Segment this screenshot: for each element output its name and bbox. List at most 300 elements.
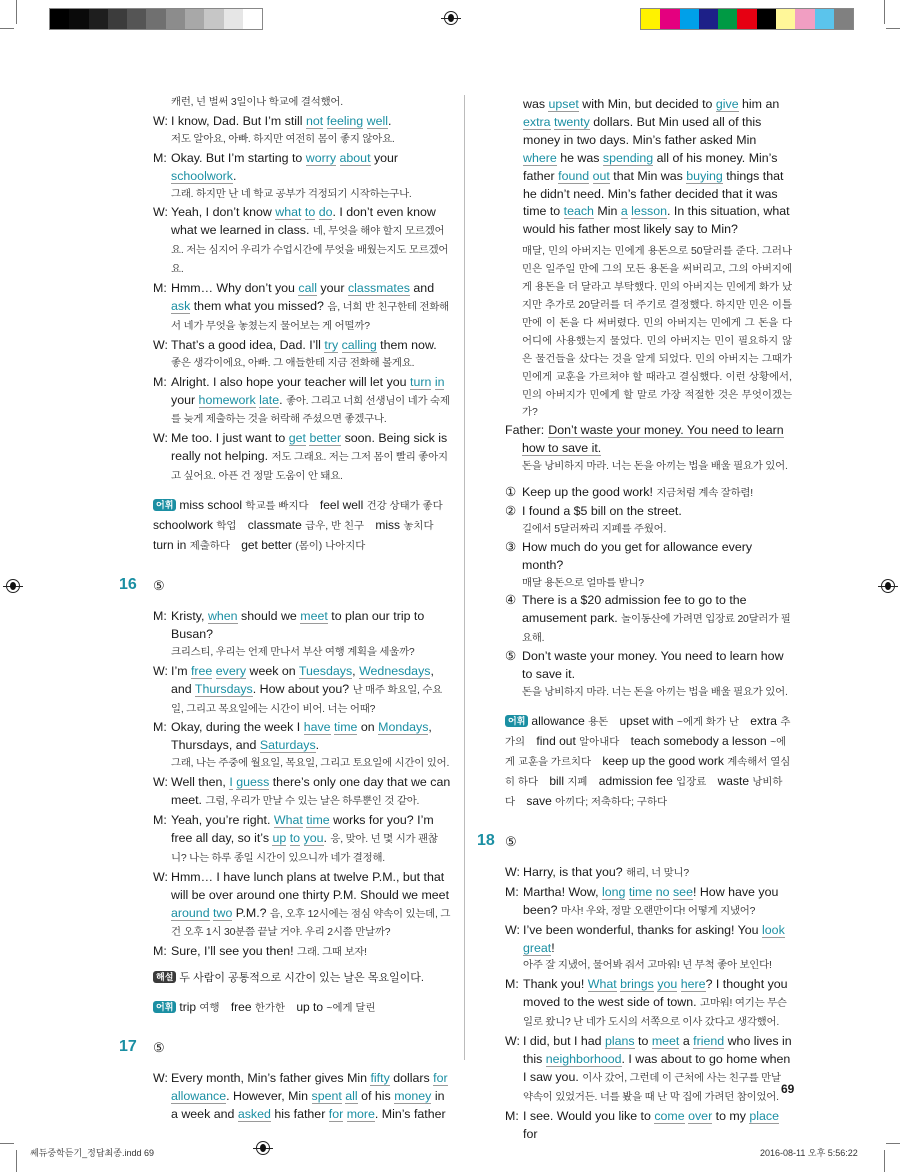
answer-keyword: around — [171, 905, 210, 920]
dialogue-turn — [153, 608, 453, 662]
dialogue-text: that Min was — [609, 168, 687, 183]
vocab-item — [531, 714, 608, 728]
dialogue-turn — [505, 864, 792, 883]
vocab-item — [153, 538, 230, 552]
answer-keyword: you — [303, 830, 324, 845]
vocab-item — [526, 794, 667, 808]
answer-keyword: better — [309, 431, 342, 446]
color-swatch — [737, 9, 756, 29]
answer-keyword: found — [558, 168, 590, 183]
answer-keyword: feeling — [326, 113, 364, 128]
dialogue-text: . However, Min — [226, 1089, 312, 1104]
dialogue-text: Sure, I’ll see you then! — [171, 944, 298, 959]
vocab-meaning: 건강 상태가 좋다 — [366, 501, 443, 513]
dialogue-text: . In this situation, what would his father most likely say to Min? — [523, 204, 790, 237]
dialogue-text: Harry, is that you? — [523, 864, 627, 879]
dialogue-text: in a week and — [171, 1089, 445, 1121]
color-swatch — [699, 9, 718, 29]
registration-mark-icon — [6, 579, 20, 593]
dialogue-text: , and — [171, 663, 434, 696]
crop-mark — [0, 28, 14, 29]
vocab-item — [296, 1000, 375, 1014]
speaker-label: W: — [505, 922, 520, 937]
answer-keyword: try — [324, 337, 339, 352]
answer-keyword: schoolwork — [171, 168, 233, 183]
dialogue-text: Alright. I also hope your teacher will let you — [171, 374, 410, 389]
korean-translation: 저도 그래요. 저는 그저 몸이 빨리 좋아지고 싶어요. 아픈 건 정말 도움이 안 돼요. — [171, 452, 448, 483]
answer-keyword: upset — [548, 97, 579, 111]
dialogue-turn — [153, 1070, 453, 1124]
answer-keyword: what — [275, 205, 302, 220]
crop-mark — [16, 0, 17, 24]
dialogue-text: ? I thought you moved to the west side of town. — [523, 977, 788, 1010]
speaker-label: M: — [505, 977, 519, 992]
option-number: ② — [505, 503, 517, 518]
answer-keyword: What — [587, 977, 617, 992]
color-swatch — [224, 9, 243, 29]
dialogue-text: , — [352, 663, 360, 678]
crop-mark — [884, 1150, 885, 1172]
dialogue-text: week on — [246, 663, 299, 678]
color-swatch — [146, 9, 165, 29]
speaker-label: W: — [153, 869, 168, 884]
dialogue-text: I see. Would you like to — [523, 1108, 655, 1123]
korean-translation: 고마워! 여기는 무슨 일로 왔니? 난 네가 도시의 서쪽으로 이사 갔다고 생각했어. — [523, 998, 787, 1029]
option-text: I found a $5 bill on the street. — [522, 503, 682, 518]
option-text: How much do you get for allowance every month? — [522, 539, 753, 572]
answer-keyword: over — [688, 1108, 713, 1123]
dialogue-text: Kristy, — [171, 609, 208, 624]
dialogue-text: on — [357, 720, 379, 735]
option-number: ① — [505, 485, 517, 500]
registration-mark-icon — [444, 11, 458, 25]
vocab-item — [231, 1000, 285, 1014]
answer-keyword: out — [592, 168, 610, 183]
vocab-meaning: 추가의 — [505, 716, 791, 748]
vocab-item — [241, 538, 365, 552]
answer-keyword: more — [346, 1106, 375, 1121]
speaker-label: M: — [153, 609, 167, 624]
answer-keyword: see — [672, 884, 693, 899]
dialogue-text: Yeah, I don’t know — [171, 205, 276, 220]
answer-keyword: where — [523, 150, 557, 165]
answer-keyword: guess — [236, 775, 270, 790]
option-translation: 놀이동산에 가려면 입장료 20달러가 필요해. — [522, 614, 791, 645]
question-header — [119, 576, 453, 594]
vocab-meaning: 제출하다 — [189, 541, 230, 553]
vocabulary-box — [153, 496, 453, 556]
footer-filename: 쎄듀중학듣기_정답최종.indd 69 — [30, 1148, 154, 1158]
answer-choice: ⑤ — [153, 1040, 165, 1056]
vocab-meaning: 급우, 반 친구 — [305, 521, 365, 533]
vocab-meaning: (몸이) 나아지다 — [295, 541, 366, 553]
dialogue-text: Martha! Wow, — [523, 884, 602, 899]
dialogue-text: dollars — [389, 1071, 434, 1086]
vocab-term: feel well — [319, 498, 364, 513]
speaker-label: M: — [153, 150, 167, 165]
option-translation: 매달 용돈으로 얼마를 받니? — [522, 577, 644, 589]
answer-keyword: when — [207, 609, 238, 624]
answer-option — [505, 503, 792, 539]
answer-keyword: allowance — [171, 1089, 227, 1104]
crop-mark — [884, 0, 885, 24]
color-swatch — [757, 9, 776, 29]
vocab-term: schoolwork — [153, 518, 214, 533]
vocab-item — [179, 498, 308, 512]
option-translation: 길에서 5달러짜리 지폐를 주웠어. — [522, 523, 667, 535]
speaker-label: M: — [153, 813, 167, 827]
dialogue-text: to my — [712, 1108, 750, 1123]
answer-keyword: Thursdays — [194, 681, 253, 696]
dialogue-text: was — [523, 97, 549, 111]
dialogue-turn — [505, 1108, 792, 1144]
option-translation: 돈을 낭비하지 마라. 너는 돈을 아끼는 법을 배울 필요가 있어. — [522, 687, 788, 698]
dialogue-turn — [153, 430, 453, 486]
dialogue-turn — [153, 280, 453, 336]
vocab-meaning: ~에게 달린 — [326, 1003, 376, 1015]
question-number: 17 — [119, 1038, 137, 1056]
speaker-label: W: — [153, 337, 168, 352]
korean-translation: 해리, 너 맞니? — [626, 867, 689, 879]
dialogue-text: them now. — [376, 337, 437, 352]
page-number: 69 — [781, 1082, 795, 1096]
vocab-term: trip — [179, 1000, 197, 1015]
korean-translation: 크리스티, 우리는 언제 만나서 부산 여행 계획을 세울까? — [171, 646, 415, 658]
crop-mark — [886, 28, 900, 29]
answer-keyword: late — [259, 392, 280, 407]
speaker-label: W: — [505, 864, 520, 879]
left-column — [119, 94, 453, 1125]
answer-keyword: asked — [237, 1106, 271, 1121]
dialogue-text: Hmm… I have lunch plans at twelve P.M., but that will be over around one thirty P.M. Should we meet — [171, 869, 450, 902]
vocab-meaning: 입장료 — [676, 776, 707, 788]
answer-keyword: call — [298, 281, 317, 296]
answer-keyword: a — [620, 204, 628, 219]
dialogue-text: things that he didn’t need. Min’s father decided that it was time to — [523, 168, 784, 219]
speaker-label: M: — [153, 374, 167, 389]
vocab-meaning: 낭비하다 — [505, 776, 783, 808]
answer-keyword: two — [213, 905, 233, 920]
dialogue-text: should we — [237, 609, 301, 624]
speaker-label: M: — [153, 720, 167, 735]
korean-translation: 좋아. 그리고 너희 선생님이 네가 숙제를 늦게 제출하는 것을 허락해 주셨으면 좋겠구나. — [171, 395, 450, 426]
answer-keyword: neighborhood — [545, 1051, 622, 1066]
registration-mark-icon — [881, 579, 895, 593]
korean-translation: 음, 너희 반 친구한테 전화해서 네가 무엇을 놓쳤는지 물어보는 게 어떨까? — [171, 301, 450, 332]
vocab-meaning: 계속해서 열심히 하다 — [505, 756, 791, 788]
color-swatch — [243, 9, 262, 29]
color-calibration-bar — [640, 8, 854, 30]
column-divider — [464, 95, 465, 1060]
dialogue-text: them what you missed? — [190, 298, 328, 313]
answer-sentence: Don’t waste your money. You need to learn how to save it. — [522, 423, 784, 456]
dialogue-turn — [153, 150, 453, 204]
dialogue-text: his father — [270, 1106, 329, 1121]
question-number: 16 — [119, 576, 137, 594]
speaker-label: W: — [153, 113, 168, 128]
dialogue-text: to plan our trip to Busan? — [171, 609, 425, 641]
dialogue-turn — [153, 337, 453, 373]
answer-keyword: Tuesdays — [298, 663, 353, 678]
dialogue-text: Okay, during the week I — [171, 720, 304, 735]
option-text: Don’t waste your money. You need to learn how to save it. — [522, 649, 784, 682]
speaker-label: Father: — [505, 423, 545, 438]
dialogue-turn — [153, 663, 453, 719]
explanation-text: 두 사람이 공통적으로 시간이 있는 날은 목요일이다. — [179, 972, 424, 985]
color-swatch — [795, 9, 814, 29]
color-swatch — [680, 9, 699, 29]
korean-translation: 캐런, 넌 벌써 3일이나 학교에 결석했어. — [171, 97, 343, 108]
korean-translation: 아주 잘 지냈어, 물어봐 줘서 고마워! 넌 무척 좋아 보인다! — [523, 960, 772, 972]
dialogue-text: I did, but I had — [523, 1034, 605, 1049]
dialogue-text: . I was about to go home when I saw you. — [523, 1051, 791, 1084]
dialogue-text — [336, 151, 339, 165]
dialogue-text: he was — [556, 150, 603, 165]
dialogue-text: your — [171, 392, 199, 407]
answer-keyword: homework — [198, 392, 256, 407]
answer-choice: ⑤ — [153, 578, 165, 594]
vocab-meaning: 학교를 빠지다 — [245, 501, 309, 513]
speaker-label: W: — [153, 775, 168, 790]
answer-options — [505, 484, 792, 702]
dialogue-text: Min — [593, 204, 621, 219]
registration-mark-icon — [256, 1141, 270, 1155]
answer-keyword: get — [288, 431, 306, 446]
vocab-term: miss — [375, 518, 401, 533]
dialogue-text: soon. Being sick is really not helping. — [171, 431, 448, 464]
dialogue-text: I’ve been wonderful, thanks for asking! You — [523, 922, 763, 937]
vocab-item — [536, 734, 619, 748]
speaker-label: W: — [505, 1034, 520, 1049]
answer-keyword: give — [715, 97, 739, 111]
dialogue-text: dollars. But Min used all of this money in two days. Min’s father asked Min — [523, 114, 762, 147]
vocab-term: get better — [241, 538, 292, 553]
answer-keyword: well — [366, 113, 388, 128]
option-number: ④ — [505, 593, 517, 608]
vocab-meaning: 알아내다 — [579, 736, 620, 748]
color-swatch — [108, 9, 127, 29]
answer-keyword: time — [306, 813, 330, 827]
answer-option — [505, 484, 792, 503]
crop-mark — [0, 1143, 14, 1144]
answer-keyword: Wednesdays — [359, 663, 431, 678]
answer-keyword: have — [303, 720, 331, 735]
speaker-label: W: — [153, 431, 168, 446]
dialogue-text: him an — [738, 97, 780, 111]
answer-keyword: here — [680, 977, 706, 992]
speaker-label: W: — [153, 205, 168, 220]
speaker-label: M: — [505, 1108, 519, 1123]
answer-keyword: no — [655, 884, 670, 899]
vocab-item — [599, 774, 707, 788]
vocabulary-box — [153, 998, 453, 1018]
korean-translation: 그래. 그때 보자! — [297, 947, 367, 959]
color-swatch — [50, 9, 69, 29]
answer-keyword: to — [289, 830, 301, 845]
answer-keyword: twenty — [554, 114, 590, 129]
dialogue-text: Every month, Min’s father gives Min — [171, 1071, 371, 1086]
vocab-item — [375, 518, 433, 532]
dialogue-turn — [505, 922, 792, 976]
answer-option — [505, 539, 792, 593]
answer-keyword: great — [523, 940, 552, 955]
vocab-badge: 어휘 — [153, 1001, 176, 1013]
dialogue-text: Yeah, you’re right. — [171, 813, 274, 827]
option-translation: 지금처럼 계속 잘하렴! — [656, 488, 753, 500]
dialogue-text: who lives in this — [523, 1034, 792, 1066]
dialogue-turn — [153, 374, 453, 430]
right-column — [477, 96, 795, 1145]
vocab-term: bill — [549, 773, 565, 788]
answer-keyword: Saturdays — [259, 738, 316, 753]
answer-keyword: for — [433, 1071, 448, 1086]
color-swatch — [127, 9, 146, 29]
vocab-term: keep up the good work — [602, 753, 724, 768]
option-number: ⑤ — [505, 649, 517, 664]
dialogue-turn — [153, 719, 453, 773]
korean-translation: 네, 무엇을 해야 할지 모르겠어요. 저는 심지어 우리가 수업시간에 무엇을 배웠는지도 모르겠어요. — [171, 226, 449, 276]
korean-translation-paragraph: 매달, 민의 아버지는 민에게 용돈으로 50달러를 준다. 그러나 민은 일주일 만에 그의 모든 용돈을 써버리고, 그의 아버지에게 용돈을 더 달라고 부탁했다. 민의 아버지는 민에게 화가 났지만 추가로 20달러를 더 주기로 결정했다. 하지만 민은 이틀 만에 이 돈을 다 써버렸다. 민의 아버지는 민에게 그 돈을 다 어디에 사용했는지 물었다. 민의 아버지는 민이 필요하지 않은 물건들을 샀다는 것을 알게 되었다. 민의 아버지는 그때가 민에게 교훈을 가르쳐야 할 때라고 결심했다. 이런 상황에서, 민의 아버지가 민에게 할 말로 가장 적절한 것은 무엇이겠는가? — [522, 246, 792, 419]
speaker-label: M: — [153, 944, 167, 959]
dialogue-text: with Min, but decided to — [578, 97, 716, 111]
dialogue-text: That’s a good idea, Dad. I’ll — [171, 337, 325, 352]
dialogue-text: your — [370, 150, 399, 165]
vocab-item — [153, 518, 236, 532]
dialogue-text: Okay. But I’m starting to — [171, 150, 306, 165]
answer-keyword: not — [305, 113, 324, 128]
korean-translation: 그래, 나는 주중에 월요일, 목요일, 그리고 토요일에 시간이 있어. — [171, 758, 450, 770]
answer-keyword: money — [394, 1089, 432, 1104]
question-header — [119, 1038, 453, 1056]
answer-keyword: to — [304, 205, 316, 220]
speaker-label: W: — [153, 1071, 168, 1086]
dialogue-text: . — [232, 168, 237, 183]
option-text: There is a $20 admission fee to go to the amusement park. — [522, 593, 747, 626]
color-swatch — [660, 9, 679, 29]
dialogue-text: . — [323, 830, 331, 845]
vocab-meaning: 놓치다 — [403, 521, 434, 533]
vocab-term: upset with — [619, 713, 674, 728]
dialogue-text: Well then, — [171, 775, 230, 790]
korean-translation: 그래. 하지만 난 네 학교 공부가 걱정되기 시작하는구나. — [171, 188, 412, 200]
vocab-term: free — [230, 1000, 252, 1015]
dialogue-text: for — [523, 1126, 538, 1141]
speaker-label: W: — [153, 663, 168, 678]
answer-choice: ⑤ — [505, 833, 517, 849]
dialogue-text: Thank you! — [523, 977, 588, 992]
dialogue-turn — [153, 812, 453, 868]
vocab-meaning: ~에게 화가 난 — [676, 716, 739, 728]
answer-keyword: extra — [523, 114, 551, 129]
dialogue-text: there’s only one day that we can meet. — [171, 775, 451, 808]
dialogue-turn — [153, 113, 453, 149]
answer-keyword: brings — [620, 977, 654, 992]
answer-keyword: calling — [341, 337, 377, 352]
answer-keyword: time — [628, 884, 653, 899]
answer-keyword: ask — [171, 298, 191, 313]
korean-translation: 저도 알아요, 아빠. 하지만 여전히 몸이 좋지 않아요. — [171, 133, 395, 145]
vocab-meaning: ~에게 교훈을 가르치다 — [505, 736, 787, 768]
vocab-badge: 어휘 — [153, 499, 176, 511]
dialogue-text: I know, Dad. But I’m still — [171, 113, 306, 128]
dialogue-text: . — [279, 392, 287, 407]
color-swatch — [834, 9, 853, 29]
answer-keyword: place — [749, 1108, 780, 1123]
answer-keyword: fifty — [370, 1071, 390, 1086]
answer-keyword: turn — [410, 374, 432, 389]
dialogue-text: your — [316, 281, 348, 296]
dialogue-turn — [153, 204, 453, 279]
speaker-label: M: — [505, 884, 519, 899]
vocabulary-box — [505, 712, 792, 812]
dialogue-text: ! How have you been? — [523, 884, 779, 917]
dialogue-text: a — [679, 1034, 694, 1049]
grayscale-calibration-bar — [49, 8, 263, 30]
vocab-term: extra — [750, 713, 777, 728]
crop-mark — [16, 1150, 17, 1172]
vocab-term: find out — [536, 733, 576, 748]
answer-keyword: do — [318, 205, 333, 220]
speaker-label: M: — [153, 281, 167, 296]
dialogue-text: all of his money. Min’s father — [523, 150, 778, 183]
color-swatch — [641, 9, 660, 29]
color-swatch — [776, 9, 795, 29]
vocab-meaning: 지폐 — [567, 776, 588, 788]
dialogue-turn — [153, 94, 453, 112]
answer-keyword: free — [190, 663, 213, 678]
footer-timestamp: 2016-08-11 오후 5:56:22 — [760, 1148, 858, 1158]
answer-keyword: about — [339, 150, 371, 165]
option-number: ③ — [505, 539, 517, 554]
vocab-term: save — [526, 793, 552, 808]
vocab-term: miss school — [179, 498, 243, 513]
vocab-meaning: 여행 — [199, 1003, 220, 1015]
answer-keyword: time — [334, 720, 358, 735]
dialogue-text: of his — [357, 1089, 395, 1104]
dialogue-text: and — [409, 281, 435, 296]
answer-keyword: classmates — [347, 281, 410, 296]
answer-keyword: look — [762, 922, 785, 937]
explanation-note — [153, 970, 453, 988]
answer-keyword: plans — [604, 1034, 635, 1049]
answer-keyword: meet — [300, 609, 328, 624]
korean-translation: 난 매주 화요일, 수요일, 그리고 목요일에는 시간이 비어. 너는 어때? — [171, 684, 443, 715]
answer-keyword: meet — [651, 1034, 680, 1049]
dialogue-turn — [505, 884, 792, 921]
dialogue-text: Me too. I just want to — [171, 431, 289, 446]
korean-translation: 이사 갔어, 그런데 이 근처에 사는 친구를 만날 약속이 있었거든. 너를 봤을 때 난 막 집에 가려던 참이었어. — [523, 1072, 781, 1103]
question-number: 18 — [477, 831, 495, 849]
color-swatch — [89, 9, 108, 29]
korean-translation: 음, 오후 12시에는 점심 약속이 있는데, 그건 오후 1시 30분쯤 끝날 거야. 우리 2시쯤 만날까? — [171, 908, 451, 939]
answer-keyword: come — [654, 1108, 685, 1123]
answer-keyword: spent — [311, 1089, 342, 1104]
vocab-meaning: 아끼다; 저축하다; 구하다 — [555, 796, 668, 808]
color-swatch — [166, 9, 185, 29]
dialogue-text: . Min’s father — [374, 1106, 446, 1121]
dialogue-text: . — [315, 738, 320, 753]
answer-option — [505, 648, 792, 702]
vocab-meaning: 한가한 — [254, 1003, 285, 1015]
korean-translation: 그럼, 우리가 만날 수 있는 날은 하루뿐인 것 같아. — [205, 796, 420, 808]
color-swatch — [815, 9, 834, 29]
color-swatch — [718, 9, 737, 29]
vocab-item — [248, 518, 364, 532]
answer-keyword: buying — [686, 168, 723, 183]
dialogue-text: works for you? I’m free all day, so it’s — [171, 813, 434, 845]
dialogue-text: I’m — [171, 663, 191, 678]
korean-translation: 마사! 우와, 정말 오랜만이다! 어떻게 지냈어? — [560, 905, 756, 917]
